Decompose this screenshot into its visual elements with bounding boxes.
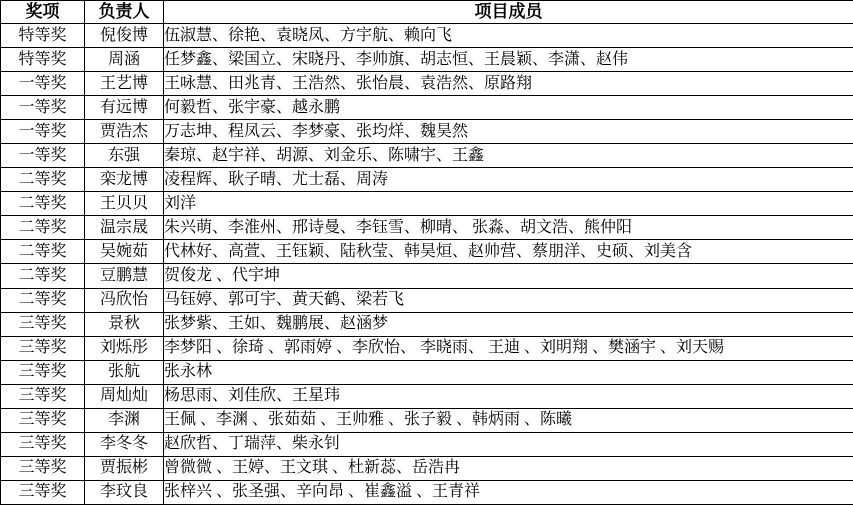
award-cell: 三等奖: [1, 456, 85, 480]
award-cell: 一等奖: [1, 72, 85, 96]
members-cell: 杨思雨、刘佳欣、王星玮: [164, 384, 853, 408]
table-row: [1, 480, 853, 504]
table-row: [1, 312, 853, 336]
members-cell: 李梦阳 、徐琦 、郭雨婷 、李欣怡、 李晓雨、 王迪 、刘明翔 、樊涵宇 、刘天赐: [164, 336, 853, 360]
award-cell: 三等奖: [1, 408, 85, 432]
table-row: [1, 336, 853, 360]
members-cell: 凌程辉、耿子晴、尤士磊、周涛: [164, 168, 853, 192]
award-cell: 三等奖: [1, 480, 85, 504]
table-row: [1, 192, 853, 216]
leader-cell: 吴婉茹: [85, 240, 164, 264]
table-row: [1, 288, 853, 312]
leader-cell: 刘烁彤: [85, 336, 164, 360]
leader-cell: 栾龙博: [85, 168, 164, 192]
award-cell: 三等奖: [1, 336, 85, 360]
leader-cell: 温宗晟: [85, 216, 164, 240]
award-cell: 二等奖: [1, 216, 85, 240]
column-header-leader: 负责人: [85, 1, 164, 24]
members-cell: 王咏慧、田兆青、王浩然、张怡晨、袁浩然、原路翔: [164, 72, 853, 96]
members-cell: 刘洋: [164, 192, 853, 216]
award-cell: 一等奖: [1, 96, 85, 120]
table-row: [1, 240, 853, 264]
table-row: [1, 360, 853, 384]
award-cell: 三等奖: [1, 432, 85, 456]
members-cell: 贺俊龙 、代宇坤: [164, 264, 853, 288]
leader-cell: 景秋: [85, 312, 164, 336]
members-cell: 朱兴萌、李淮州、邢诗曼、李钰雪、柳晴、 张淼、胡文浩、熊仲阳: [164, 216, 853, 240]
leader-cell: 李冬冬: [85, 432, 164, 456]
leader-cell: 有远博: [85, 96, 164, 120]
award-cell: 二等奖: [1, 264, 85, 288]
leader-cell: 冯欣怡: [85, 288, 164, 312]
leader-cell: 贾振彬: [85, 456, 164, 480]
table-row: [1, 456, 853, 480]
leader-cell: 张航: [85, 360, 164, 384]
table-row: [1, 24, 853, 48]
members-cell: 赵欣哲、丁瑞萍、柴永钊: [164, 432, 853, 456]
table-row: [1, 168, 853, 192]
table-body: [1, 24, 853, 505]
table-row: [1, 408, 853, 432]
leader-cell: 李玟良: [85, 480, 164, 504]
table-row: [1, 96, 853, 120]
members-cell: 马钰婷、郭可宇、黄天鹤、梁若飞: [164, 288, 853, 312]
award-cell: 三等奖: [1, 384, 85, 408]
award-cell: 二等奖: [1, 192, 85, 216]
leader-cell: 王贝贝: [85, 192, 164, 216]
column-header-members: 项目成员: [164, 1, 853, 24]
award-cell: 一等奖: [1, 144, 85, 168]
members-cell: 曾微微 、王婷、王文琪 、杜新蕊、岳浩冉: [164, 456, 853, 480]
members-cell: 任梦鑫、梁国立、宋晓丹、李帅旗、胡志恒、王晨颖、李潇、赵伟: [164, 48, 853, 72]
table-row: [1, 216, 853, 240]
members-cell: 张梓兴 、张圣强、辛向昂 、崔鑫溢 、王青祥: [164, 480, 853, 504]
leader-cell: 李渊: [85, 408, 164, 432]
table-row: [1, 432, 853, 456]
table-row: [1, 72, 853, 96]
award-cell: 二等奖: [1, 168, 85, 192]
award-cell: 二等奖: [1, 288, 85, 312]
table-row: [1, 48, 853, 72]
table-row: [1, 264, 853, 288]
leader-cell: 周灿灿: [85, 384, 164, 408]
members-cell: 代林好、高萱、王钰颖、陆秋莹、韩昊烜、赵帅营、蔡朋洋、史硕、刘美含: [164, 240, 853, 264]
leader-cell: 贾浩杰: [85, 120, 164, 144]
members-cell: 何毅哲、张宇豪、越永鹏: [164, 96, 853, 120]
members-cell: 张永林: [164, 360, 853, 384]
members-cell: 王佩 、李渊 、张茹茹 、王帅雅 、张子毅 、韩炳雨 、陈曦: [164, 408, 853, 432]
table-row: [1, 120, 853, 144]
members-cell: 张梦紫、王如、魏鹏展、赵涵梦: [164, 312, 853, 336]
members-cell: 秦琼、赵宇祥、胡源、刘金乐、陈啸宇、王鑫: [164, 144, 853, 168]
award-cell: 特等奖: [1, 24, 85, 48]
award-cell: 二等奖: [1, 240, 85, 264]
leader-cell: 倪俊博: [85, 24, 164, 48]
award-cell: 三等奖: [1, 312, 85, 336]
members-cell: 万志坤、程凤云、李梦豪、张均烊、魏昊然: [164, 120, 853, 144]
header-row: [1, 1, 853, 24]
members-cell: 伍淑慧、徐艳、袁晓凤、方宇航、赖向飞: [164, 24, 853, 48]
table-row: [1, 144, 853, 168]
column-header-award: 奖项: [1, 1, 85, 24]
award-cell: 一等奖: [1, 120, 85, 144]
table-header: [1, 1, 853, 24]
leader-cell: 王艺博: [85, 72, 164, 96]
leader-cell: 周涵: [85, 48, 164, 72]
leader-cell: 东强: [85, 144, 164, 168]
leader-cell: 豆鹏慧: [85, 264, 164, 288]
award-cell: 特等奖: [1, 48, 85, 72]
table-row: [1, 384, 853, 408]
award-cell: 三等奖: [1, 360, 85, 384]
